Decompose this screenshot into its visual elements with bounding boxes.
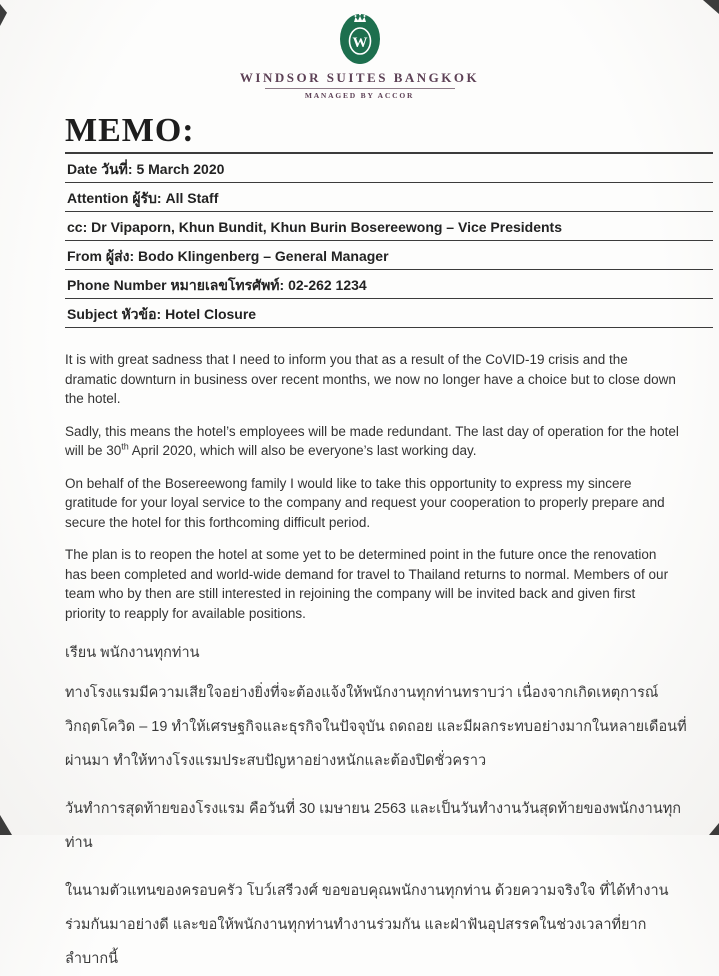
hotel-name: WINDSOR SUITES BANGKOK (239, 70, 480, 85)
thai-paragraph-closure-announcement: ทางโรงแรมมีความเสียใจอย่างยิ่งที่จะต้องแจ้งให้พนักงานทุกท่านทราบว่า เนื่องจากเกิดเหตุการณ์ วิกฤตโควิด – 19 ทำให้เศรษฐกิจและธุรกิจในปัจจุบัน ถดถอย และมีผลกระทบอย่างมากในหลายเดือนที่ผ่านมา ทำให้ทางโรงแรมประสบปัญหาอย่างหนักและต้องปิดชั่วคราว (65, 685, 687, 769)
field-value-attention: All Staff (165, 190, 219, 206)
paragraph-reopen-plan: The plan is to reopen the hotel at some yet to be determined point in the future once the renovation has been completed and world-wide demand for travel to Thailand returns to normal. Members of our team who by then are still interested in rejoining the company will be invited back and given first priority to reapply for available positions. (65, 547, 669, 621)
svg-text:W: W (352, 35, 367, 51)
memo-field-phone (65, 270, 713, 299)
memo-body-english (65, 350, 713, 623)
thai-paragraph-gratitude: ในนามตัวแทนของครอบครัว โบว์เสรีวงศ์ ขอขอบคุณพนักงานทุกท่าน ด้วยความจริงใจ ที่ได้ทำงานร่วมกันมาอย่างดี และขอให้พนักงานทุกท่านทำงานร่วมกัน และฝ่าฟันอุปสรรคในช่วงเวลาที่ยากลำบากนี้ (65, 883, 669, 967)
field-label-cc: cc: (67, 219, 88, 235)
hotel-tagline: MANAGED BY ACCOR (304, 91, 415, 100)
field-value-cc: Dr Vipaporn, Khun Bundit, Khun Burin Bosereewong – Vice Presidents (91, 219, 563, 235)
field-label-phone: Phone Number หมายเลขโทรศัพท์: (67, 277, 285, 293)
brand-divider (265, 88, 455, 89)
field-value-from: Bodo Klingenberg – General Manager (138, 248, 389, 264)
ordinal-superscript: th (121, 441, 129, 452)
paragraph-redundancy (65, 422, 679, 461)
memo-content (0, 112, 719, 976)
field-value-date: 5 March 2020 (136, 161, 225, 177)
field-label-date: Date วันที่: (67, 161, 133, 177)
thai-paragraph-last-day: วันทำการสุดท้ายของโรงแรม คือวันที่ 30 เมษายน 2563 และเป็นวันทำงานวันสุดท้ายของพนักงานทุกท่าน (65, 801, 682, 851)
memo-field-attention (65, 183, 713, 212)
windsor-crest-logo-icon (337, 8, 383, 66)
memo-title: MEMO: (65, 112, 195, 149)
thai-salutation: เรียน พนักงานทุกท่าน (65, 645, 200, 661)
memo-body-thai (65, 636, 713, 976)
redundancy-text-after: April 2020, which will also be everyone’s last working day. (128, 443, 477, 458)
memo-field-date (65, 154, 713, 183)
field-label-attention: Attention ผู้รับ: (67, 190, 162, 206)
memo-field-subject (65, 299, 713, 328)
field-label-subject: Subject หัวข้อ: (67, 306, 162, 322)
memo-field-cc (65, 212, 713, 241)
paragraph-closure-announcement: It is with great sadness that I need to inform you that as a result of the CoVID-19 crisis and the dramatic downturn in business over recent months, we now no longer have a choice but to close down the hotel. (65, 352, 676, 406)
memo-field-from (65, 241, 713, 270)
letterhead (0, 0, 719, 100)
field-value-phone: 02-262 1234 (288, 277, 367, 293)
field-value-subject: Hotel Closure (165, 306, 257, 322)
redundancy-text-before: Sadly, this means the hotel’s employees will be made redundant. The last day of operation for the hotel will be 30 (65, 423, 679, 458)
field-label-from: From ผู้ส่ง: (67, 248, 135, 264)
paragraph-gratitude: On behalf of the Bosereewong family I would like to take this opportunity to express my sincere gratitude for your loyal service to the company and request your cooperation to properly prepare and secure the hotel for this forthcoming difficult period. (65, 475, 665, 530)
